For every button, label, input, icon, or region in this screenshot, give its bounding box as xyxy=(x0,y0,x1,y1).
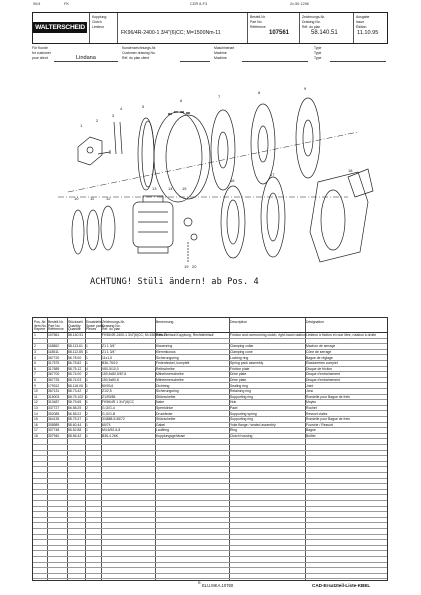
row-divider xyxy=(33,444,387,445)
top-code-center: CDR 8-F3 xyxy=(190,2,208,6)
footer-left: R: xyxy=(198,581,202,585)
row-divider xyxy=(33,517,387,518)
top-bar xyxy=(0,0,421,10)
column-header: Réf. du plan xyxy=(102,327,121,332)
table-cell: Klauenring xyxy=(156,344,173,349)
table-cell: 16 xyxy=(34,422,38,427)
table-cell: Z1/90/85 xyxy=(102,394,116,399)
footer-title: CAD-Ersatzteil-Liste-KBEL xyxy=(312,583,371,588)
table-cell: 2 xyxy=(86,406,88,410)
table-cell: 1 xyxy=(86,428,88,433)
exploded-view-drawing xyxy=(48,82,378,297)
table-cell: Stützscheibe xyxy=(156,394,176,399)
part-retaining-ring xyxy=(72,210,84,254)
table-cell: 58.140.51 xyxy=(68,333,84,338)
callout-18: 18 xyxy=(348,168,353,173)
table-cell: Drive plate xyxy=(230,378,247,382)
footer-code: ELU.MKA.10760 xyxy=(202,583,234,588)
table-cell: Sperrklinke xyxy=(156,406,173,410)
row-divider xyxy=(33,494,387,495)
part-pressure-spring xyxy=(191,234,197,240)
table-cell: Reibscheibe xyxy=(156,366,175,371)
table-cell: Joint xyxy=(306,383,314,388)
table-cell: M4,6/52-6,8 xyxy=(102,428,121,433)
table-cell: Fourche / Ressort xyxy=(306,422,333,427)
part-bolt-hole xyxy=(87,147,93,153)
callout-14: 14 xyxy=(168,186,173,191)
table-cell: 1 xyxy=(86,355,88,360)
table-cell: Lauflring xyxy=(156,428,170,433)
table-cell: 58.56.42 xyxy=(68,434,82,438)
divider xyxy=(330,61,386,62)
table-cell: Clutch housing xyxy=(230,434,253,438)
table-cell: Élastomères complet xyxy=(306,361,338,366)
column-header: Benennung xyxy=(156,320,174,324)
callout-1: 1 xyxy=(80,123,83,128)
table-cell: 13 xyxy=(34,406,38,410)
table-cell: Retaining ring xyxy=(230,389,251,394)
label-drawing-no: Drawing No. xyxy=(302,20,321,24)
column-header: Part No. xyxy=(48,323,61,328)
column-header: Description xyxy=(230,320,247,324)
table-cell: 315003 xyxy=(48,394,60,399)
row-divider xyxy=(33,539,387,540)
table-cell: Federdeckel, komplett xyxy=(156,361,190,366)
table-cell: Mitnehmerscheibe xyxy=(156,378,184,382)
table-cell: Gabel xyxy=(156,422,166,427)
row-divider xyxy=(33,489,387,490)
table-cell: 1 xyxy=(86,422,88,427)
table-cell: Bague de réglage xyxy=(306,355,333,360)
table-cell: Rochet xyxy=(306,406,317,410)
customer-block xyxy=(32,46,386,70)
table-cell: 58.60.44 xyxy=(68,422,82,427)
part-clamp-collar xyxy=(78,137,102,165)
label-limiteur: Limiteur xyxy=(92,25,105,29)
label-kupplung: Kupplung xyxy=(92,15,107,19)
label-part-no: Part No. xyxy=(250,20,263,24)
label-pour-client: pour client xyxy=(32,56,48,60)
callout-7: 7 xyxy=(218,94,221,99)
part-hub xyxy=(138,196,168,253)
column-header: Pos.-Nr. xyxy=(34,320,47,324)
label-plan-client: Réf. du plan client xyxy=(122,56,150,60)
row-divider xyxy=(33,556,387,557)
table-cell: FK96/4R 1 3/4"(6)CC xyxy=(102,400,135,405)
part-sealing-ring xyxy=(267,193,279,241)
table-cell: 3 xyxy=(34,350,36,354)
table-cell: B36-75/10 xyxy=(102,361,118,366)
table-cell: 4 xyxy=(86,366,88,371)
row-divider xyxy=(33,500,387,501)
row-divider xyxy=(33,506,387,507)
table-cell: Rondelle pour Bague de frein xyxy=(306,417,351,422)
table-cell: 12 xyxy=(34,400,38,405)
table-cell: Sicherungsring xyxy=(156,355,179,360)
part-friction-disc xyxy=(296,98,320,178)
table-cell: V60-5/10,0 xyxy=(102,366,119,371)
callout-8: 8 xyxy=(258,90,261,95)
table-cell: G,G/G-4 xyxy=(102,406,115,410)
table-cell: Friction and overrunning clutch, right-hand rotation xyxy=(230,333,306,338)
column-header: Drawing No. xyxy=(102,323,121,328)
row-divider xyxy=(33,522,387,523)
logo-cell xyxy=(33,13,90,43)
callout-5: 5 xyxy=(142,104,145,109)
table-cell: 1 xyxy=(86,394,88,399)
column-header: Spare parts xyxy=(86,323,104,328)
table-cell: Jonc xyxy=(306,389,314,394)
label-fuer-kunde: Für Kunde xyxy=(32,46,48,50)
table-cell: Z1/2,5 xyxy=(102,389,112,394)
drawing-number-cell xyxy=(299,13,354,43)
part-sealing-ring xyxy=(261,177,285,257)
table-cell: 56.58.25 xyxy=(68,406,82,410)
table-cell: Reib-Freilauf-Kupplung, Rechtsfreilauf xyxy=(156,333,214,338)
table-cell: 14 xyxy=(34,411,38,416)
customer-name: Lindana xyxy=(76,55,96,61)
row-divider xyxy=(33,438,387,439)
table-cell: 2 xyxy=(34,344,36,349)
table-cell: Moyeu xyxy=(306,400,317,405)
drawing-number: 58.140.51 xyxy=(311,30,338,36)
table-cell: Ring xyxy=(230,428,237,433)
column-header: Repère xyxy=(34,327,46,332)
part-friction-disc xyxy=(218,132,228,168)
callout-17: 17 xyxy=(270,172,275,177)
callout-12: 12 xyxy=(106,196,111,201)
table-cell: 9 xyxy=(34,383,36,388)
table-cell: 5 xyxy=(34,361,36,366)
part-drive-plate xyxy=(258,126,268,162)
row-divider xyxy=(33,511,387,512)
callout-15: 15 xyxy=(182,186,187,191)
row-divider xyxy=(33,534,387,535)
row-divider xyxy=(33,578,387,579)
callout-13: 13 xyxy=(152,186,157,191)
row-divider xyxy=(33,472,387,473)
part-pin xyxy=(120,122,122,154)
label-issue: Issue xyxy=(356,20,365,24)
part-number-cell xyxy=(247,13,300,43)
table-cell: Spring pack assembly xyxy=(230,361,264,366)
company-logo: WALTERSCHEID xyxy=(33,22,87,33)
table-cell: 307748 xyxy=(48,428,60,433)
column-header: Pièces xyxy=(86,327,97,332)
table-cell: 7 xyxy=(34,372,36,377)
table-cell: 58.74.03 xyxy=(68,378,82,382)
table-cell: Stützscheibe xyxy=(156,417,176,422)
table-cell: 56.78.00 xyxy=(68,355,82,360)
label-kundenzeichnung: Kundenzeichnungs-Nr. xyxy=(122,46,157,50)
part-pin xyxy=(114,122,116,154)
issue-date: 11.10.95 xyxy=(357,30,379,36)
table-cell: 2 xyxy=(86,411,88,416)
warning-note: ACHTUNG! Stüli ändern! ab Pos. 4 xyxy=(90,277,259,287)
table-cell: Cône de serrage xyxy=(306,350,332,354)
table-cell: 118511 xyxy=(48,350,59,354)
label-reference: Référence xyxy=(250,25,266,29)
table-cell: 80/93,6 xyxy=(102,383,114,388)
table-cell: Sealing ring xyxy=(230,383,248,388)
table-cell: 364135 xyxy=(48,417,60,422)
table-cell: 367700 xyxy=(48,372,60,377)
table-cell: Z1 1 3/4" xyxy=(102,344,116,349)
part-yoke xyxy=(348,169,373,197)
table-cell: 58.75.12 xyxy=(68,366,82,371)
row-divider xyxy=(33,567,387,568)
table-cell: G,G/G-B xyxy=(102,411,116,416)
column-header: Référence xyxy=(48,327,64,332)
table-cell: Limiteur à friction et roue libre, rotation à droite xyxy=(306,333,377,338)
part-supporting-ring xyxy=(227,200,239,244)
label-customer-drawing: Customer drawing No. xyxy=(122,51,156,55)
table-cell: 8 xyxy=(34,378,36,382)
table-cell: 58.75.65 xyxy=(68,400,82,405)
type-code: FK96/4R-2400-1 3/4"(6)CC; M=1500Nm-11 xyxy=(121,30,221,36)
table-cell: Z1 1 3/4" xyxy=(102,350,116,354)
label-type-en: Type xyxy=(314,51,322,55)
part-bolt xyxy=(98,150,110,154)
table-cell: 1 xyxy=(86,417,88,422)
callout-3: 3 xyxy=(112,113,115,118)
part-hub-assembly xyxy=(166,115,210,199)
footer xyxy=(32,581,386,593)
table-cell: Rondelle pour Bague de frein xyxy=(306,394,351,399)
column-header: Désignation xyxy=(306,320,324,324)
table-cell: 3/4888-5.56/72 xyxy=(102,417,125,422)
divider xyxy=(242,61,308,62)
table-cell: 317575 xyxy=(48,361,60,366)
table-cell: FK96/4R-2400-1 3/4"(6)CC; M=1500Nm-11 xyxy=(102,333,168,338)
callout-2: 2 xyxy=(96,118,99,123)
column-header: Quantity xyxy=(68,323,81,328)
top-code-a: 90/4 xyxy=(33,2,41,6)
top-code-right: 2x.50.1298 xyxy=(290,2,309,6)
table-cell: 56.58.22 xyxy=(68,411,82,416)
table-cell: 1 xyxy=(86,378,88,382)
callout-16: 16 xyxy=(230,178,235,183)
table-cell: 11 xyxy=(34,394,38,399)
table-cell: 308989 xyxy=(48,422,60,427)
row-divider xyxy=(33,573,387,574)
table-cell: Friction plate xyxy=(230,366,250,371)
table-cell: Druckfeder xyxy=(156,411,173,416)
table-cell: Nabe xyxy=(156,400,165,405)
type-label-cell xyxy=(89,13,118,43)
table-cell: Disque de friction xyxy=(306,366,333,371)
table-cell: 1 xyxy=(86,344,88,349)
part-supporting-ring xyxy=(101,206,115,250)
table-cell: 56.75.82 xyxy=(68,361,82,366)
top-code-b: FK xyxy=(64,2,69,6)
label-ausgabe: Ausgabe xyxy=(356,15,370,19)
table-cell: 307940 xyxy=(48,434,60,438)
table-cell: Kupplungsgehäuse xyxy=(156,434,186,438)
part-hub-assembly xyxy=(154,112,202,202)
callout-9: 9 xyxy=(304,86,307,91)
column-header: Bestell-Nr. xyxy=(48,320,64,324)
label-type-fr: Type xyxy=(314,56,322,60)
divider xyxy=(180,61,210,62)
part-hub xyxy=(133,202,173,247)
table-cell: 58.75.37 xyxy=(68,417,82,422)
table-cell: 6 xyxy=(34,366,36,371)
label-machine-fr: Machine xyxy=(214,56,227,60)
row-divider xyxy=(33,528,387,529)
table-cell: Supporting ring xyxy=(230,394,253,399)
table-cell: 15 xyxy=(34,417,38,422)
table-cell: 310487 xyxy=(48,400,60,405)
label-ref-plan: Réf. du plan xyxy=(302,25,321,29)
table-cell: 1 xyxy=(86,400,88,405)
table-cell: 317689 xyxy=(48,366,60,371)
part-pawl xyxy=(184,218,192,226)
row-divider xyxy=(33,550,387,551)
callout-10: 10 xyxy=(74,196,79,201)
parts-table xyxy=(32,317,388,581)
table-cell: 1 xyxy=(34,333,36,338)
table-cell: 118862 xyxy=(48,344,60,349)
row-divider xyxy=(33,483,387,484)
part-sealing-ring xyxy=(87,210,99,250)
table-cell: Machon de serrage xyxy=(306,344,336,349)
table-cell: 2 xyxy=(86,389,88,394)
type-code-cell xyxy=(117,13,248,43)
part-number: 107561 xyxy=(269,30,290,36)
label-zeichnung: Zeichnungs-Nr. xyxy=(302,15,325,19)
row-divider xyxy=(33,466,387,467)
table-cell: Supporting spring xyxy=(230,411,257,416)
table-cell: 58.75.102 xyxy=(68,394,84,399)
table-cell: 367725 xyxy=(48,378,60,382)
table-cell: 1 xyxy=(86,361,88,366)
callout-4: 4 xyxy=(120,106,123,111)
table-cell: Dichtring xyxy=(156,383,170,388)
part-supporting-ring xyxy=(221,186,245,258)
table-cell: Sicherungsring xyxy=(156,389,179,394)
table-cell: 179312 xyxy=(48,383,60,388)
callout-20: 20 xyxy=(192,264,197,269)
table-cell: 2 xyxy=(86,372,88,377)
table-cell: 1 xyxy=(86,350,88,354)
table-cell: 17 xyxy=(34,428,38,433)
table-cell: Disque d'entraînement xyxy=(306,378,341,382)
table-cell: Clamping collar xyxy=(230,344,254,349)
row-divider xyxy=(33,461,387,462)
table-cell: 18 xyxy=(34,434,38,438)
label-bestell: Bestell-Nr. xyxy=(250,15,266,19)
table-cell: 58.113.61 xyxy=(68,344,83,349)
table-cell: 58.112.85 xyxy=(68,350,83,354)
table-cell: 10 xyxy=(34,389,38,394)
divider xyxy=(54,61,118,62)
label-edition: Édition xyxy=(356,25,367,29)
column-header: Item No. xyxy=(34,323,47,328)
table-cell: B36-4.26K xyxy=(102,434,119,438)
callout-11: 11 xyxy=(90,196,95,201)
table-cell: 337727 xyxy=(48,406,60,410)
column-header: Zeichnungs-Nr. xyxy=(102,320,125,324)
label-type-de: Type xyxy=(314,46,322,50)
label-maschinenart: Maschinenart xyxy=(214,46,235,50)
table-cell: 150,5x80,5/87,6 xyxy=(102,372,127,377)
table-cell: 1 xyxy=(86,434,88,438)
label-for-customer: for customer xyxy=(32,51,51,55)
label-clutch: Clutch xyxy=(92,20,102,24)
column-header: Quantité xyxy=(68,327,81,332)
table-cell: Ressort claies xyxy=(306,411,328,416)
row-divider xyxy=(33,562,387,563)
table-cell: 107561 xyxy=(48,333,60,338)
table-cell: Klemmkonus xyxy=(156,350,176,354)
part-friction-disc xyxy=(303,120,313,156)
center-line xyxy=(68,132,358,192)
lower-assembly xyxy=(58,169,373,262)
table-cell: Disque d'entraînement xyxy=(306,372,341,377)
table-cell: Supporting ring xyxy=(230,417,253,422)
column-header: Ersatzteile xyxy=(86,320,102,324)
issue-cell xyxy=(353,13,387,43)
table-cell: Bague xyxy=(306,428,316,433)
table-cell: Drive plate xyxy=(230,372,247,377)
table-cell: 1 xyxy=(86,383,88,388)
table-cell: 56.74.00 xyxy=(68,372,82,377)
column-header: Stückzahl xyxy=(68,320,83,324)
table-cell: 60/74 xyxy=(102,422,111,427)
table-cell: 11x1,5 xyxy=(102,355,112,360)
row-divider xyxy=(33,455,387,456)
row-divider xyxy=(33,545,387,546)
table-cell: 56.52.88 xyxy=(68,428,82,433)
part-yoke xyxy=(310,172,368,262)
callout-6: 6 xyxy=(180,98,183,103)
table-cell: 367131 xyxy=(48,389,60,394)
table-cell: 150,5x80,8 xyxy=(102,378,119,382)
label-machine: Machine xyxy=(214,51,227,55)
table-cell: Mitnehmerscheibe xyxy=(156,372,184,377)
table-cell: 58.73.42 xyxy=(68,389,82,394)
title-block xyxy=(32,12,388,44)
row-divider xyxy=(33,338,387,339)
table-cell: Clamping cone xyxy=(230,350,253,354)
part-spring-ring xyxy=(142,121,154,187)
table-cell: 4 xyxy=(34,355,36,360)
callout-labels xyxy=(74,86,353,269)
table-cell: Yoke flange / sealed assembly xyxy=(230,422,276,427)
part-yoke xyxy=(321,190,345,250)
table-cell: 352085 xyxy=(48,411,60,416)
table-cell: Boîtier xyxy=(306,434,316,438)
row-divider xyxy=(33,478,387,479)
table-cell: Locking ring xyxy=(230,355,249,360)
callout-19: 19 xyxy=(184,264,189,269)
table-cell: Hub xyxy=(230,400,237,405)
table-cell: Pawl xyxy=(230,406,238,410)
table-cell: 367720 xyxy=(48,355,60,360)
row-divider xyxy=(33,450,387,451)
table-cell: 58.118.05 xyxy=(68,383,83,388)
